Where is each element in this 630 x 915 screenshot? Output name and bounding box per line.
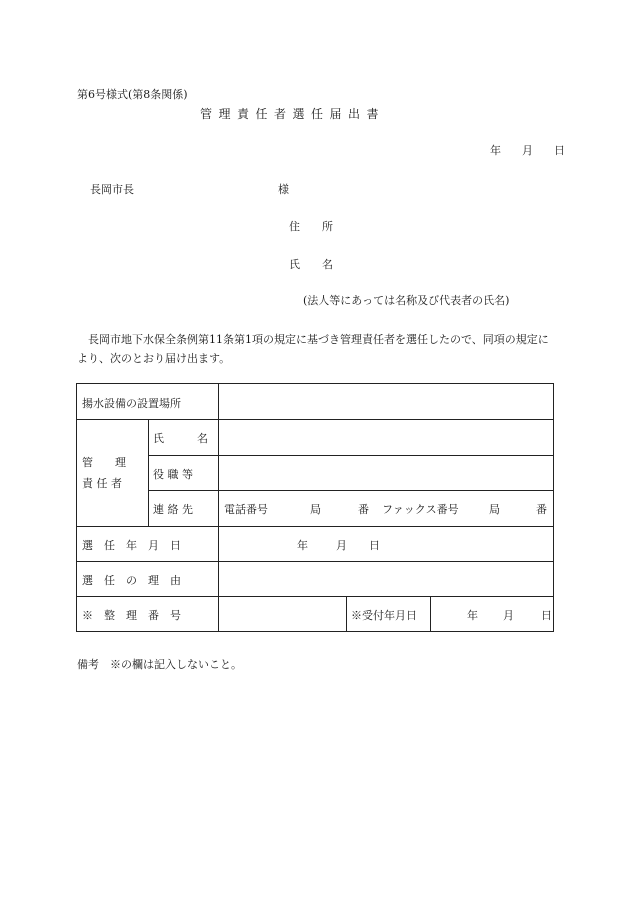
row-divider <box>148 490 553 491</box>
ref-number-field <box>219 597 346 631</box>
appointment-date-field[interactable] <box>219 527 553 561</box>
received-date-label: ※受付年月日 <box>351 609 417 622</box>
appointment-month-label: 月 <box>336 539 347 552</box>
body-text: 長岡市地下水保全条例第11条第1項の規定に基づき管理責任者を選任したので、同項の規定により、次のとおり届け出ます。 <box>77 333 549 365</box>
received-day-label: 日 <box>541 609 552 622</box>
applicant-name-label: 氏 名 <box>289 258 333 271</box>
fax-ban: 番 <box>536 503 547 516</box>
pump-location-field[interactable] <box>219 385 553 419</box>
form-table <box>76 383 554 632</box>
date-year-label: 年 <box>490 144 501 157</box>
appointment-day-label: 日 <box>369 539 380 552</box>
manager-position-label: 役 職 等 <box>153 468 193 481</box>
received-date-field <box>431 597 553 631</box>
appointment-reason-label: 選 任 の 理 由 <box>82 574 181 587</box>
date-day-label: 日 <box>554 144 565 157</box>
column-divider <box>148 419 149 526</box>
ref-number-label: ※ 整 理 番 号 <box>82 609 181 622</box>
manager-group-label-1: 管 理 <box>82 456 126 469</box>
appointment-year-label: 年 <box>297 539 308 552</box>
manager-group-label-2: 責 任 者 <box>82 477 122 490</box>
document-title: 管理責任者選任届出書 <box>200 107 386 121</box>
applicant-name-note: (法人等にあっては名称及び代表者の氏名) <box>303 294 510 307</box>
addressee: 長岡市長 <box>90 183 134 196</box>
applicant-address-label: 住 所 <box>289 220 333 233</box>
appointment-reason-field[interactable] <box>219 562 553 596</box>
form-number: 第6号様式(第8条関係) <box>77 88 188 101</box>
honorific: 様 <box>278 183 289 196</box>
fax-kyoku: 局 <box>489 503 500 516</box>
fax-label: ファックス番号 <box>382 503 459 516</box>
pump-location-label: 揚水設備の設置場所 <box>82 397 181 410</box>
manager-position-field[interactable] <box>219 456 553 490</box>
manager-contact-label: 連 絡 先 <box>153 503 193 516</box>
tel-kyoku: 局 <box>310 503 321 516</box>
remarks: 備考 ※の欄は記入しないこと。 <box>77 658 242 671</box>
date-month-label: 月 <box>522 144 533 157</box>
tel-ban: 番 <box>358 503 369 516</box>
received-year-label: 年 <box>467 609 478 622</box>
appointment-date-label: 選 任 年 月 日 <box>82 539 181 552</box>
column-divider <box>346 596 347 631</box>
tel-label: 電話番号 <box>224 503 268 516</box>
submission-date <box>490 142 565 158</box>
manager-name-label: 氏 名 <box>153 432 208 445</box>
manager-name-field[interactable] <box>219 420 553 454</box>
received-month-label: 月 <box>503 609 514 622</box>
